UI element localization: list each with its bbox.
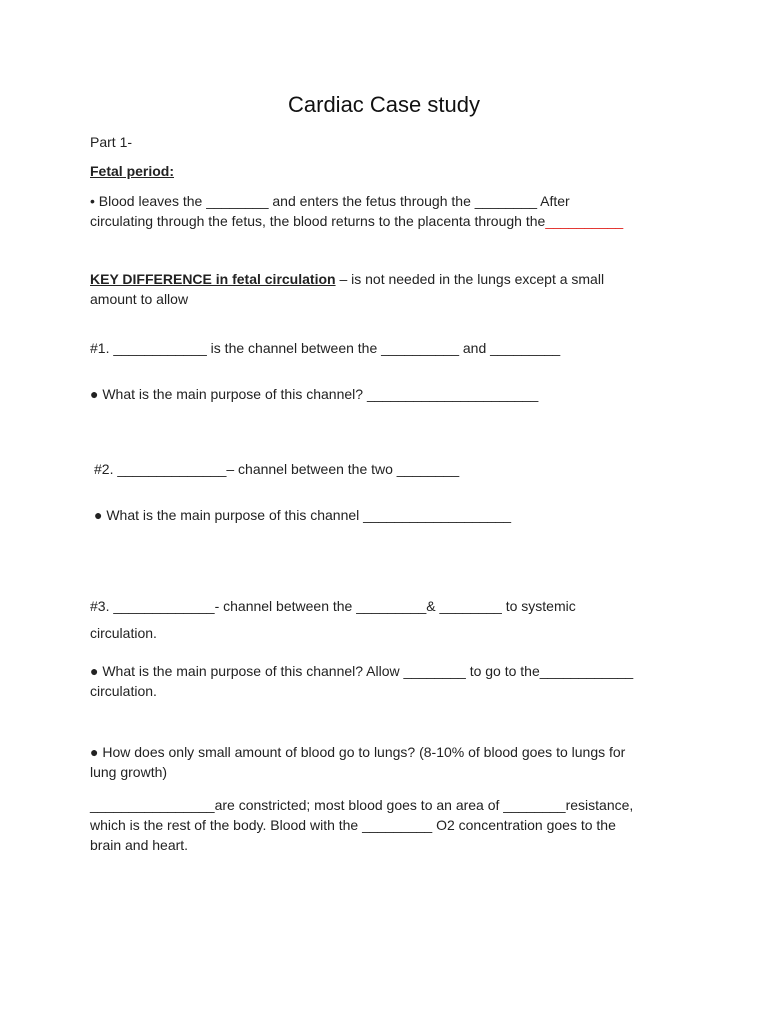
fill-in-blank-red: __________	[545, 213, 624, 229]
fetal-period-heading: Fetal period:	[90, 163, 175, 179]
lungs-question	[90, 742, 690, 782]
question-3-purpose-line-2: circulation.	[90, 683, 157, 699]
lungs-answer-line-1: ________________are constricted; most blood goes to an area of ________resistance,	[90, 797, 634, 813]
question-2-purpose: ● What is the main purpose of this channel ___________________	[94, 507, 512, 523]
question-3-purpose	[90, 661, 690, 701]
lungs-answer-line-3: brain and heart.	[90, 837, 189, 853]
part-label: Part 1-	[90, 134, 133, 150]
key-difference-line-2: amount to allow	[90, 291, 189, 307]
fetal-paragraph-line-2-text: circulating through the fetus, the blood returns to the placenta through the	[90, 213, 546, 229]
document-title: Cardiac Case study	[288, 92, 480, 117]
lungs-answer	[90, 795, 690, 855]
key-difference-paragraph	[90, 269, 690, 309]
question-3-line-1: #3. _____________- channel between the _________& ________ to systemic	[90, 598, 576, 614]
fetal-paragraph-line-1: • Blood leaves the ________ and enters the fetus through the ________ After	[90, 193, 570, 209]
fetal-paragraph-line-2	[90, 211, 690, 231]
lungs-question-line-1: ● How does only small amount of blood go to lungs? (8-10% of blood goes to lungs for	[90, 744, 626, 760]
question-3-line-2: circulation.	[90, 625, 157, 641]
question-1-purpose: ● What is the main purpose of this channel? ______________________	[90, 386, 539, 402]
fetal-paragraph	[90, 191, 690, 231]
lungs-question-line-2: lung growth)	[90, 764, 168, 780]
question-1: #1. ____________ is the channel between the __________ and _________	[90, 340, 561, 356]
question-2: #2. ______________– channel between the two ________	[94, 461, 460, 477]
question-3	[90, 596, 690, 643]
key-difference-heading: KEY DIFFERENCE in fetal circulation	[90, 271, 336, 287]
lungs-answer-line-2: which is the rest of the body. Blood with the _________ O2 concentration goes to the	[90, 817, 616, 833]
key-difference-line-1	[90, 269, 690, 289]
key-difference-text: – is not needed in the lungs except a small	[335, 271, 605, 287]
question-3-purpose-line-1: ● What is the main purpose of this channel? Allow ________ to go to the____________	[90, 663, 634, 679]
